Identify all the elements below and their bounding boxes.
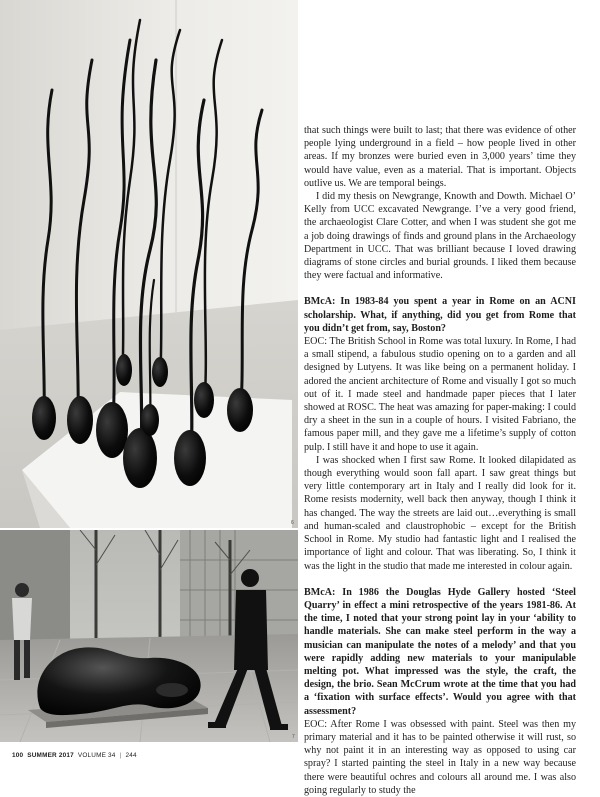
street-sculpture-photo [0,530,298,742]
issue-number: 244 [125,752,137,759]
gallery-sculptures-photo [0,0,298,528]
interview-answer [304,718,576,797]
page-number: 100 [12,752,24,759]
paragraph: I did my thesis on Newgrange, Knowth and Dowth. Michael O’ Kelly from UCC excavated Newgrange. I’ve a very good friend, the archaeologist Clare Cotter, and when I was student she got me a job doing drawings of finds and ground plans in the Archaeology Department in UCC. That was brilliant because I loved drawing diagrams of stone circles and burial grounds. I liked them because they were factual and informative. [304,191,576,282]
answer-text: The British School in Rome was total luxury. In Rome, I had a small stipend, a fabulous studio opening on to a garden and all designed by Lutyens. It was like being on a permanent holiday. I adored the ancient architecture of Rome and visually I got so much out of it. I made steel and handmade paper pieces that I later showed at ROSC. The heat was amazing for paper-making: I could dry a sheet in the sun in a couple of hours. I visited Fabriano, the famous paper mill, and they gave me a lifetime’s supply of cotton pulp. I still have it and hope to use it again. [304,336,576,453]
speaker-label: EOC: [304,336,327,348]
footer-separator: | [119,752,122,759]
interview-answer [304,335,576,454]
paragraph: that such things were built to last; that there was evidence of other people lying underground in a field – how people lived in other areas. If my bronzes were buried even in 3,000 years’ time they would have value, even as a material. That is important. Objects outlive us. We are temporal beings. [304,125,576,189]
interview-question: BMcA: In 1986 the Douglas Hyde Gallery hosted ‘Steel Quarry’ in effect a mini retrospective of the years 1981-86. At the time, I noted that your strong point lay in your ‘ability to handle materials. She can make steel perform in the way a musician can manipulate the notes of a melody’ and that you were rapidly adding new materials to your manipulable melting pot. What impressed was the style, the craft, the design, the brio. Sean McCrum wrote at the time that you had a ‘fixation with surface effects’. Would you agree with that assessment? [304,586,576,717]
article-column [304,124,576,797]
volume-label: VOLUME 34 [77,752,116,759]
answer-text: After Rome I was obsessed with paint. Steel was then my primary material and it has to be painted otherwise it will rust, so why not paint it in an interesting way as opposed to using car spray? I started painting the steel in Italy in a new way because there were beautiful ochres and colours all around me. I was also going regularly to study the [304,718,576,796]
photo-number: 6 [291,520,294,526]
paragraph: I was shocked when I first saw Rome. It looked dilapidated as though everything would soon fall apart. I saw great things but very little contemporary art in Italy and I really did look for it. Rome resists modernity, well back then anyway, though I think it has changed. The way the streets are laid out…everything is small and human-scaled and claustrophobic – except for the British School in Rome. My studio had fantastic light and I realised the importance of light and colour. That was liberating. So, I think it was the light in the studio that made me interested in colour again. [304,454,576,572]
photo-number: 7 [292,734,295,740]
interview-question: BMcA: In 1983-84 you spent a year in Rome on an ACNI scholarship. What, if anything, did you get from Rome that you didn’t get from, say, Boston? [304,296,576,334]
speaker-label: EOC: [304,718,327,730]
issue-label: SUMMER 2017 [27,752,74,759]
page-footer [12,752,137,759]
